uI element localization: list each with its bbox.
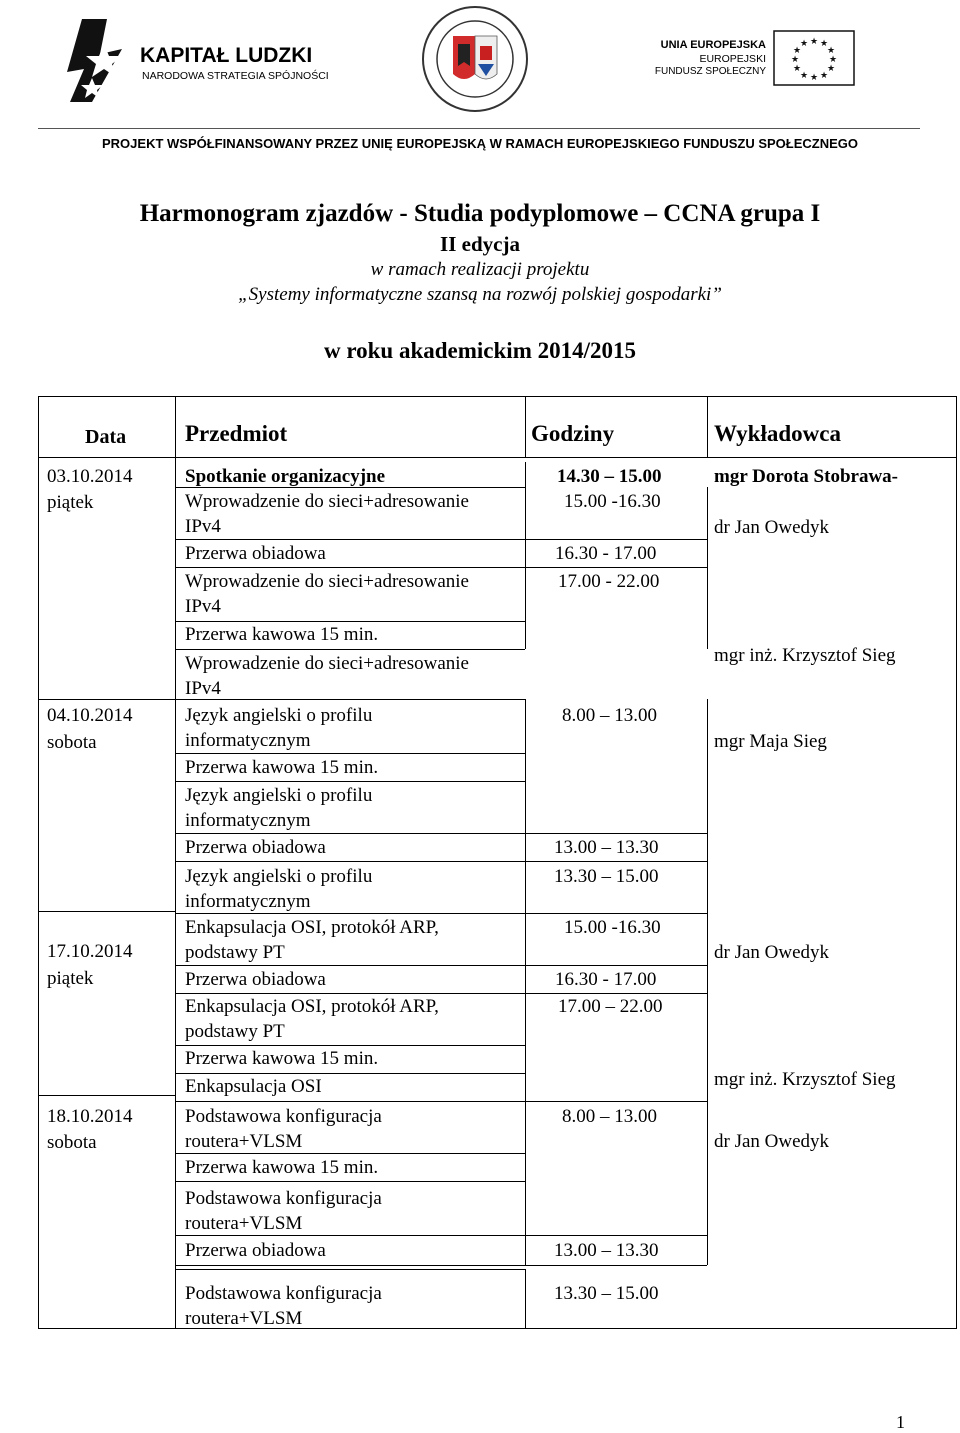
hours-4: 17.00 - 22.00: [558, 571, 660, 592]
subject-12-cont: podstawy PT: [185, 942, 285, 963]
subject-2-cont: IPv4: [185, 516, 221, 537]
subject-14-cont: podstawy PT: [185, 1021, 285, 1042]
row-sep: [176, 781, 525, 782]
university-seal-icon: [420, 4, 530, 114]
subject-19: Podstawowa konfiguracja: [185, 1188, 382, 1209]
hours-6: 13.00 – 13.30: [554, 837, 659, 858]
subject-18: Przerwa kawowa 15 min.: [185, 1157, 379, 1178]
svg-text:★: ★: [819, 71, 829, 81]
row-sep-date-1: [39, 699, 175, 700]
ue-line-2: EUROPEJSKI: [699, 53, 766, 65]
day-1: piątek: [47, 492, 94, 513]
svg-text:★: ★: [828, 55, 838, 65]
lecturer-2: dr Jan Owedyk: [714, 517, 830, 538]
row-sep: [176, 1181, 525, 1182]
row-sep: [176, 1101, 707, 1102]
row-sep: [176, 1265, 707, 1266]
eu-flag-icon: [773, 30, 855, 86]
col-sep-date: [175, 397, 176, 1328]
subject-7-cont: informatycznym: [185, 730, 311, 751]
row-sep: [176, 861, 707, 862]
hours-10: 17.00 – 22.00: [558, 996, 663, 1017]
subject-6-cont: IPv4: [185, 678, 221, 699]
hours-13: 13.30 – 15.00: [554, 1283, 659, 1304]
lecturer-3: mgr inż. Krzysztof Sieg: [714, 645, 896, 666]
subject-14: Enkapsulacja OSI, protokół ARP,: [185, 996, 439, 1017]
page-number: 1: [896, 1412, 905, 1432]
date-1: 03.10.2014: [47, 466, 133, 487]
kapital-ludzki-logo: [62, 14, 332, 104]
subject-17-cont: routera+VLSM: [185, 1131, 303, 1152]
row-sep: [176, 965, 707, 966]
header-divider: [38, 128, 920, 129]
ue-line-1: UNIA EUROPEJSKA: [660, 39, 766, 51]
ue-line-3: FUNDUSZ SPOŁECZNY: [654, 66, 766, 77]
subject-16: Enkapsulacja OSI: [185, 1076, 322, 1097]
row-sep-header: [39, 457, 956, 458]
subject-21-cont: routera+VLSM: [185, 1308, 303, 1329]
subject-20: Przerwa obiadowa: [185, 1240, 326, 1261]
row-sep-date-3: [39, 1095, 175, 1096]
academic-year: w roku akademickim 2014/2015: [323, 338, 637, 363]
subject-11-cont: informatycznym: [185, 891, 311, 912]
row-sep: [176, 649, 525, 650]
date-4: 18.10.2014: [47, 1106, 133, 1127]
document-title: Harmonogram zjazdów - Studia podyplomowe – CCNA grupa I: [139, 200, 821, 227]
row-sep: [176, 1269, 525, 1270]
cofinancing-banner: PROJEKT WSPÓŁFINANSOWANY PRZEZ UNIĘ EUROPEJSKĄ W RAMACH EUROPEJSKIEGO FUNDUSZU SPOŁECZNEGO: [102, 136, 858, 151]
hours-11: 8.00 – 13.00: [562, 1106, 657, 1127]
subject-15: Przerwa kawowa 15 min.: [185, 1048, 379, 1069]
svg-text:★: ★: [792, 64, 802, 74]
subject-4-cont: IPv4: [185, 596, 221, 617]
hours-7: 13.30 – 15.00: [554, 866, 659, 887]
hours-2: 15.00 -16.30: [564, 491, 661, 512]
lecturer-1: mgr Dorota Stobrawa-: [714, 466, 898, 487]
subject-17: Podstawowa konfiguracja: [185, 1106, 382, 1127]
header-subject: Przedmiot: [185, 421, 288, 446]
hours-5: 8.00 – 13.00: [562, 705, 657, 726]
edition-label: II edycja: [440, 232, 520, 256]
row-sep: [176, 833, 707, 834]
hours-12: 13.00 – 13.30: [554, 1240, 659, 1261]
subject-5: Przerwa kawowa 15 min.: [185, 624, 379, 645]
date-3: 17.10.2014: [47, 941, 133, 962]
row-sep: [176, 567, 707, 568]
col-sep-subject-hdr: [525, 397, 526, 457]
subject-4: Wprowadzenie do sieci+adresowanie: [185, 571, 469, 592]
subject-2: Wprowadzenie do sieci+adresowanie: [185, 491, 469, 512]
project-name: „Systemy informatyczne szansą na rozwój polskiej gospodarki”: [238, 284, 722, 305]
subject-6: Wprowadzenie do sieci+adresowanie: [185, 653, 469, 674]
subject-9-cont: informatycznym: [185, 810, 311, 831]
hours-3: 16.30 - 17.00: [555, 543, 657, 564]
col-sep-hours-a: [707, 487, 708, 649]
lecturer-5: dr Jan Owedyk: [714, 942, 830, 963]
subject-21: Podstawowa konfiguracja: [185, 1283, 382, 1304]
svg-text:★: ★: [799, 71, 809, 81]
col-sep-hours-b: [707, 699, 708, 1265]
row-sep: [176, 753, 525, 754]
subject-1: Spotkanie organizacyjne: [185, 466, 386, 487]
subject-10: Przerwa obiadowa: [185, 837, 326, 858]
header-date: Data: [85, 426, 127, 448]
svg-text:★: ★: [826, 64, 836, 74]
svg-text:★: ★: [790, 55, 800, 65]
svg-text:★: ★: [809, 73, 819, 83]
col-sep-hours-hdr: [707, 397, 708, 457]
hours-8: 15.00 -16.30: [564, 917, 661, 938]
kapital-ludzki-star-icon: [62, 14, 142, 104]
kapital-ludzki-subtitle: NARODOWA STRATEGIA SPÓJNOŚCI: [142, 70, 329, 82]
row-sep-date-2: [39, 911, 175, 912]
subject-13: Przerwa obiadowa: [185, 969, 326, 990]
kapital-ludzki-title: KAPITAŁ LUDZKI: [140, 44, 313, 67]
subject-7: Język angielski o profilu: [185, 705, 373, 726]
day-4: sobota: [47, 1132, 97, 1153]
hours-9: 16.30 - 17.00: [555, 969, 657, 990]
day-2: sobota: [47, 732, 97, 753]
row-sep: [176, 539, 707, 540]
subject-11: Język angielski o profilu: [185, 866, 373, 887]
svg-text:★: ★: [819, 39, 829, 49]
col-sep-subject-c: [525, 1269, 526, 1328]
subject-12: Enkapsulacja OSI, protokół ARP,: [185, 917, 439, 938]
university-seal: [420, 4, 530, 114]
row-sep: [176, 699, 525, 700]
col-sep-subject-a: [525, 462, 526, 649]
project-intro: w ramach realizacji projektu: [370, 259, 590, 280]
lecturer-6: mgr inż. Krzysztof Sieg: [714, 1069, 896, 1090]
subject-9: Język angielski o profilu: [185, 785, 373, 806]
svg-text:★: ★: [809, 37, 819, 47]
lecturer-4: mgr Maja Sieg: [714, 731, 827, 752]
header-hours: Godziny: [531, 421, 615, 446]
lecturer-7: dr Jan Owedyk: [714, 1131, 830, 1152]
header-lecturer: Wykładowca: [714, 421, 841, 446]
col-sep-subject-b: [525, 699, 526, 1265]
date-2: 04.10.2014: [47, 705, 133, 726]
svg-text:★: ★: [799, 39, 809, 49]
subject-8: Przerwa kawowa 15 min.: [185, 757, 379, 778]
hours-1: 14.30 – 15.00: [557, 466, 662, 487]
ue-logo: [650, 30, 870, 90]
svg-text:★: ★: [826, 46, 836, 56]
schedule-table: [38, 396, 957, 1329]
svg-text:★: ★: [792, 46, 802, 56]
subject-3: Przerwa obiadowa: [185, 543, 326, 564]
day-3: piątek: [47, 968, 94, 989]
subject-19-cont: routera+VLSM: [185, 1213, 303, 1234]
